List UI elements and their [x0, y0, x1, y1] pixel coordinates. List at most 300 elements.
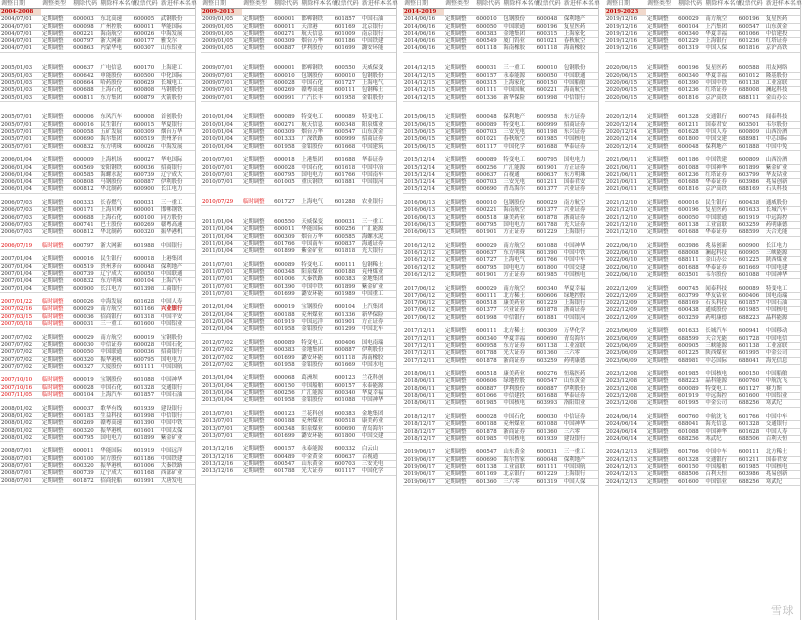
cell-out-code: 600438	[677, 307, 704, 314]
cell-date: 2005/01/03	[0, 79, 41, 86]
cell-out-name: 中金公司	[704, 400, 737, 407]
cell-in-name: 长江电力	[160, 186, 195, 193]
cell-type: 定期调整	[41, 427, 72, 434]
cell-date: 2011/07/01	[201, 268, 242, 275]
cell-out-code: 603259	[677, 314, 704, 321]
empty-cell	[160, 236, 195, 243]
empty-cell	[72, 9, 99, 16]
cell-out-name: 中国交建	[704, 136, 737, 143]
table-row	[403, 65, 598, 72]
cell-in-name: 中国电信	[765, 335, 800, 342]
table-row	[403, 23, 598, 30]
cell-out-code: 600690	[72, 136, 99, 143]
table-row	[403, 79, 598, 86]
cell-in-code: 600018	[133, 256, 160, 263]
cell-date: 2012/01/04	[201, 319, 242, 326]
cell-out-code: 600269	[72, 420, 99, 427]
cell-in-code: 601857	[738, 300, 765, 307]
table-row	[403, 143, 598, 150]
table-row	[403, 335, 598, 342]
cell-out-name: 申能股份	[99, 72, 132, 79]
empty-cell	[403, 364, 444, 371]
cell-in-name: 农业银行	[361, 199, 396, 206]
cell-in-code: 601009	[334, 30, 361, 37]
cell-type: 定期调整	[242, 468, 273, 475]
cell-type: 定期调整	[242, 382, 273, 389]
cell-out-code: 601088	[677, 428, 704, 435]
cell-in-name: 中国石油	[765, 300, 800, 307]
cell-date: 2007/11/05	[0, 392, 41, 399]
column-header: 剔除代码	[677, 0, 704, 9]
cell-in-code: 600348	[334, 121, 361, 128]
cell-out-name: 春秋航空	[502, 136, 535, 143]
cell-date: 2007/05/18	[0, 321, 41, 328]
table-row	[605, 478, 800, 485]
cell-out-code: 600157	[273, 446, 300, 453]
cell-in-name: 贵州茅台	[160, 136, 195, 143]
cell-type: 定期调整	[242, 23, 273, 30]
cell-out-name: 北方稀土	[502, 328, 535, 335]
cell-out-code: 600703	[475, 129, 502, 136]
empty-cell	[738, 407, 765, 414]
cell-date: 2015/06/15	[403, 114, 444, 121]
cell-date: 2011/07/01	[201, 283, 242, 290]
column-header: 剔除样本名单	[301, 0, 338, 7]
empty-cell	[72, 193, 99, 200]
cell-in-name: 伊利股份	[160, 179, 195, 186]
cell-in-code: 601211	[536, 179, 563, 186]
empty-cell	[738, 9, 765, 16]
cell-type: 定期调整	[444, 94, 475, 101]
period-label: 2014-2019	[403, 9, 444, 16]
cell-in-code: 601857	[334, 16, 361, 23]
cell-type: 定期调整	[41, 412, 72, 419]
cell-out-name: 金钼股份	[300, 361, 333, 368]
cell-out-code: 600098	[72, 23, 99, 30]
cell-out-code: 601985	[475, 435, 502, 442]
cell-out-name: 邯郸钢铁	[300, 16, 333, 23]
cell-out-code: 601958	[273, 326, 300, 333]
empty-cell	[403, 236, 444, 243]
cell-out-code: 600089	[273, 340, 300, 347]
empty-cell	[201, 150, 242, 157]
empty-cell	[300, 101, 333, 108]
cell-date: 2015/06/15	[403, 129, 444, 136]
cell-type: 定期调整	[242, 219, 273, 226]
table-row	[201, 16, 396, 23]
cell-out-code: 600518	[475, 214, 502, 221]
cell-type: 定期调整	[444, 393, 475, 400]
cell-date: 2006/01/04	[0, 171, 41, 178]
cell-type: 定期调整	[242, 45, 273, 52]
spacer-row	[605, 279, 800, 286]
cell-out-code: 600569	[72, 164, 99, 171]
cell-in-name: 烟台万华	[160, 129, 195, 136]
cell-out-code: 600011	[72, 448, 99, 455]
table-row	[403, 45, 598, 52]
empty-cell	[160, 193, 195, 200]
cell-out-name: 东北高速	[99, 16, 132, 23]
cell-date: 2013/12/16	[201, 461, 242, 468]
cell-in-code: 601336	[334, 311, 361, 318]
column-header: 剔除样本名单	[705, 0, 742, 7]
cell-in-name: 宝钢股份	[160, 335, 195, 342]
cell-date: 2006/01/04	[0, 186, 41, 193]
cell-out-name: 浙大网新	[99, 243, 132, 250]
empty-cell	[475, 52, 502, 59]
cell-out-name: 伊利股份	[502, 385, 535, 392]
cell-out-code: 600026	[72, 299, 99, 306]
cell-in-code: 600703	[334, 461, 361, 468]
cell-in-code: 601688	[536, 143, 563, 150]
cell-type: 定期调整	[242, 461, 273, 468]
cell-out-code: 601727	[475, 257, 502, 264]
cell-date: 2011/01/04	[201, 233, 242, 240]
cell-date: 2017/06/12	[403, 314, 444, 321]
table-row	[0, 463, 195, 470]
cell-in-code: 601398	[133, 285, 160, 292]
cell-out-code: 601006	[273, 276, 300, 283]
cell-date: 2012/07/02	[201, 354, 242, 361]
cell-in-code: 601088	[738, 271, 765, 278]
spacer-row	[0, 52, 195, 59]
cell-in-code: 601989	[334, 290, 361, 297]
empty-cell	[536, 407, 563, 414]
cell-out-code: 600029	[677, 16, 704, 23]
cell-out-name: 上海石化	[99, 214, 132, 221]
cell-out-code: 600089	[475, 157, 502, 164]
table-row	[605, 87, 800, 94]
empty-cell	[475, 9, 502, 16]
spacer-row	[201, 255, 396, 262]
empty-cell	[300, 404, 333, 411]
cell-date: 2015/12/14	[403, 171, 444, 178]
table-row	[201, 65, 396, 72]
cell-in-name: 药明康德	[765, 221, 800, 228]
cell-out-code: 600221	[475, 207, 502, 214]
cell-in-name: 中国移动	[765, 328, 800, 335]
table-row	[201, 382, 396, 389]
cell-out-name: 特变电工	[300, 114, 333, 121]
empty-cell	[242, 255, 273, 262]
cell-out-code: 601211	[677, 121, 704, 128]
cell-in-name: 海光信息	[765, 357, 800, 364]
empty-cell	[502, 52, 535, 59]
cell-in-name: 大唐发电	[160, 477, 195, 484]
cell-type: 临时调整	[242, 199, 273, 206]
table-row	[403, 250, 598, 257]
cell-date: 2007/10/16	[0, 384, 41, 391]
cell-type: 定期调整	[646, 16, 677, 23]
cell-date: 2023/06/09	[605, 328, 646, 335]
cell-out-name: 晶科能源	[704, 378, 737, 385]
cell-type: 临时调整	[41, 321, 72, 328]
empty-cell	[160, 328, 195, 335]
table-row	[201, 411, 396, 418]
cell-out-name: 通威股份	[704, 307, 737, 314]
cell-date: 2013/07/01	[201, 418, 242, 425]
empty-cell	[72, 101, 99, 108]
table-row	[403, 421, 598, 428]
cell-type: 定期调整	[444, 186, 475, 193]
cell-out-name: 中国人保	[704, 45, 737, 52]
column-header: 新进样本名单	[563, 0, 600, 7]
cell-in-name: 中国中铁	[563, 250, 598, 257]
empty-cell	[41, 101, 72, 108]
cell-out-code: 601688	[677, 179, 704, 186]
cell-out-name: 永泰能源	[502, 72, 535, 79]
table-row	[403, 16, 598, 23]
cell-in-name: 保利地产	[563, 456, 598, 463]
cell-type: 定期调整	[242, 16, 273, 23]
cell-out-code: 688981	[677, 357, 704, 364]
cell-date: 2019/12/16	[605, 16, 646, 23]
cell-type: 定期调整	[41, 278, 72, 285]
cell-out-name: 长城汽车	[704, 328, 737, 335]
cell-date: 2006/01/04	[0, 157, 41, 164]
cell-type: 定期调整	[444, 357, 475, 364]
cell-date: 2013/12/16	[201, 446, 242, 453]
table-row	[201, 453, 396, 460]
table-row	[605, 414, 800, 421]
cell-date: 2018/06/11	[403, 385, 444, 392]
cell-in-code: 600100	[133, 214, 160, 221]
period-label: 2019-2023	[605, 9, 646, 16]
cell-out-name: 中国联通	[704, 214, 737, 221]
cell-in-code: 600637	[334, 453, 361, 460]
cell-out-code: 601111	[475, 87, 502, 94]
table-row	[403, 157, 598, 164]
cell-out-code: 601878	[475, 428, 502, 435]
cell-type: 定期调整	[646, 243, 677, 250]
cell-date: 2015/06/15	[403, 143, 444, 150]
cell-out-name: 康美药业	[502, 300, 535, 307]
cell-in-name: 中信银行	[563, 94, 598, 101]
empty-cell	[361, 101, 396, 108]
table-header-row	[605, 0, 800, 9]
table-row	[201, 219, 396, 226]
cell-in-name: 海南橡胶	[361, 354, 396, 361]
cell-in-code: 601118	[334, 354, 361, 361]
cell-in-code: 601881	[334, 179, 361, 186]
table-row	[201, 361, 396, 368]
cell-type: 定期调整	[444, 243, 475, 250]
cell-in-code: 600837	[334, 240, 361, 247]
cell-out-name: 华能国际	[300, 226, 333, 233]
cell-in-name: 山东黄金	[361, 129, 396, 136]
cell-date: 2023/12/08	[605, 385, 646, 392]
cell-in-name: 山西汾酒	[765, 129, 800, 136]
cell-in-name: 寒武纪	[765, 400, 800, 407]
cell-in-code: 688169	[738, 186, 765, 193]
empty-cell	[605, 407, 646, 414]
table-row	[403, 385, 598, 392]
cell-date: 2014/12/15	[403, 79, 444, 86]
empty-cell	[605, 443, 646, 450]
cell-type: 定期调整	[646, 23, 677, 30]
cell-out-name: 上海贝岭	[99, 207, 132, 214]
cell-in-code: 601728	[738, 335, 765, 342]
cell-out-name: 海南航空	[502, 207, 535, 214]
table-row	[605, 393, 800, 400]
cell-in-name: 中国银行	[160, 243, 195, 250]
cell-out-code: 688008	[677, 250, 704, 257]
cell-in-name: 中国船舶	[563, 79, 598, 86]
cell-in-code: 688111	[738, 94, 765, 101]
cell-type: 定期调整	[646, 335, 677, 342]
column-header: 剔除样本名单	[503, 0, 540, 7]
cell-out-name: 振华港机	[99, 427, 132, 434]
cell-out-name: 厦门钨业	[502, 38, 535, 45]
empty-cell	[536, 150, 563, 157]
cell-out-code: 688256	[677, 435, 704, 442]
cell-in-code: 600795	[536, 157, 563, 164]
cell-in-name: 海南橡胶	[563, 45, 598, 52]
cell-out-code: 601225	[677, 350, 704, 357]
table-row	[201, 87, 396, 94]
cell-type: 定期调整	[242, 233, 273, 240]
empty-cell	[563, 193, 598, 200]
empty-cell	[361, 9, 396, 16]
cell-in-name: 浙商证券	[563, 214, 598, 221]
cell-in-name: 中国中免	[765, 143, 800, 150]
cell-in-code: 601169	[334, 23, 361, 30]
cell-in-code: 601857	[133, 392, 160, 399]
spacer-row	[403, 279, 598, 286]
table-row	[605, 328, 800, 335]
cell-out-name: 中远海控	[704, 393, 737, 400]
empty-cell	[99, 328, 132, 335]
cell-date: 2022/06/10	[605, 264, 646, 271]
cell-out-name: 中芯国际	[704, 357, 737, 364]
cell-in-code: 600637	[536, 171, 563, 178]
column-header: 股票代码	[738, 0, 765, 9]
cell-out-name: 中国中铁	[300, 283, 333, 290]
cell-out-name: 烟台万华	[300, 233, 333, 240]
cell-in-code: 600547	[738, 23, 765, 30]
cell-in-name: 兰花科创	[361, 375, 396, 382]
table-row	[403, 229, 598, 236]
cell-in-name: 中国中车	[563, 257, 598, 264]
cell-out-name: 工业富联	[502, 464, 535, 471]
cell-out-code: 600808	[72, 179, 99, 186]
cell-date: 2015/12/14	[403, 164, 444, 171]
table-row	[403, 200, 598, 207]
cell-in-name: 中国国航	[563, 464, 598, 471]
cell-date: 2013/12/16	[201, 453, 242, 460]
spacer-row	[403, 101, 598, 108]
empty-cell	[273, 369, 300, 376]
cell-out-name: 上海电气	[300, 199, 333, 206]
cell-in-name: 中国国航	[160, 363, 195, 370]
cell-in-code: 600887	[133, 179, 160, 186]
cell-type: 定期调整	[444, 400, 475, 407]
cell-date: 2014/12/15	[403, 72, 444, 79]
table-row	[0, 87, 195, 94]
table-panel-2009-2013	[201, 0, 397, 620]
cell-type: 定期调整	[242, 65, 273, 72]
table-header-row	[0, 0, 195, 9]
empty-cell	[677, 150, 704, 157]
cell-out-code: 600690	[475, 186, 502, 193]
cell-out-name: 兖州煤业	[300, 418, 333, 425]
cell-type: 定期调整	[646, 121, 677, 128]
cell-out-code: 600016	[72, 256, 99, 263]
cell-in-code: 601138	[536, 342, 563, 349]
cell-out-code: 600518	[475, 300, 502, 307]
cell-in-name: 西部矿业	[160, 470, 195, 477]
cell-date: 2010/01/04	[201, 129, 242, 136]
cell-in-name: 国泰君安	[765, 456, 800, 463]
cell-out-code: 688111	[677, 257, 704, 264]
cell-out-code: 600010	[273, 72, 300, 79]
cell-in-name: 中国中铁	[160, 420, 195, 427]
table-row	[403, 328, 598, 335]
cell-in-name: 三安光电	[361, 461, 396, 468]
cell-date: 2005/01/03	[0, 94, 41, 101]
cell-out-name: 赣粤高速	[99, 420, 132, 427]
cell-out-code: 600642	[72, 72, 99, 79]
cell-date: 2016/12/12	[403, 264, 444, 271]
cell-out-name: 宝钢股份	[99, 377, 132, 384]
cell-date: 2007/01/04	[0, 263, 41, 270]
cell-out-name: 南方航空	[99, 306, 132, 313]
cell-type: 定期调整	[41, 285, 72, 292]
cell-in-code: 600958	[536, 114, 563, 121]
cell-in-code: 600809	[738, 129, 765, 136]
cell-in-name: 中国平安	[160, 313, 195, 320]
cell-date: 2010/07/01	[201, 157, 242, 164]
cell-out-name: 南方航空	[502, 243, 535, 250]
cell-type: 定期调整	[242, 390, 273, 397]
cell-out-code: 601088	[677, 164, 704, 171]
cell-out-name: 中国中铁	[704, 79, 737, 86]
cell-in-name: 中国铝业	[160, 321, 195, 328]
cell-date: 2011/01/04	[201, 248, 242, 255]
empty-cell	[605, 150, 646, 157]
table-row	[605, 271, 800, 278]
cell-type: 定期调整	[646, 400, 677, 407]
table-row	[605, 79, 800, 86]
empty-cell	[502, 407, 535, 414]
table-row	[0, 164, 195, 171]
cell-type: 定期调整	[444, 79, 475, 86]
cell-out-name: 中国国航	[502, 87, 535, 94]
cell-date: 2022/06/10	[605, 243, 646, 250]
empty-cell	[765, 236, 800, 243]
cell-out-name: 中国核电	[704, 371, 737, 378]
cell-out-code: 600048	[677, 143, 704, 150]
cell-date: 2017/06/12	[403, 286, 444, 293]
cell-type: 定期调整	[444, 121, 475, 128]
cell-date: 2018/12/17	[403, 428, 444, 435]
cell-out-code: 600050	[475, 23, 502, 30]
cell-out-name: 烟台万华	[300, 129, 333, 136]
cell-in-name: 三一重工	[563, 449, 598, 456]
empty-cell	[334, 101, 361, 108]
cell-type: 定期调整	[41, 23, 72, 30]
cell-in-name: 天合光能	[765, 229, 800, 236]
cell-in-name: 中国神华	[563, 243, 598, 250]
cell-date: 2020/06/15	[605, 79, 646, 86]
empty-cell	[334, 206, 361, 213]
table-row	[403, 342, 598, 349]
cell-date: 2019/06/17	[403, 449, 444, 456]
cell-out-name: 重庆钢铁	[300, 179, 333, 186]
cell-type: 定期调整	[444, 257, 475, 264]
cell-out-name: 新华保险	[502, 94, 535, 101]
cell-out-code: 601600	[677, 478, 704, 485]
